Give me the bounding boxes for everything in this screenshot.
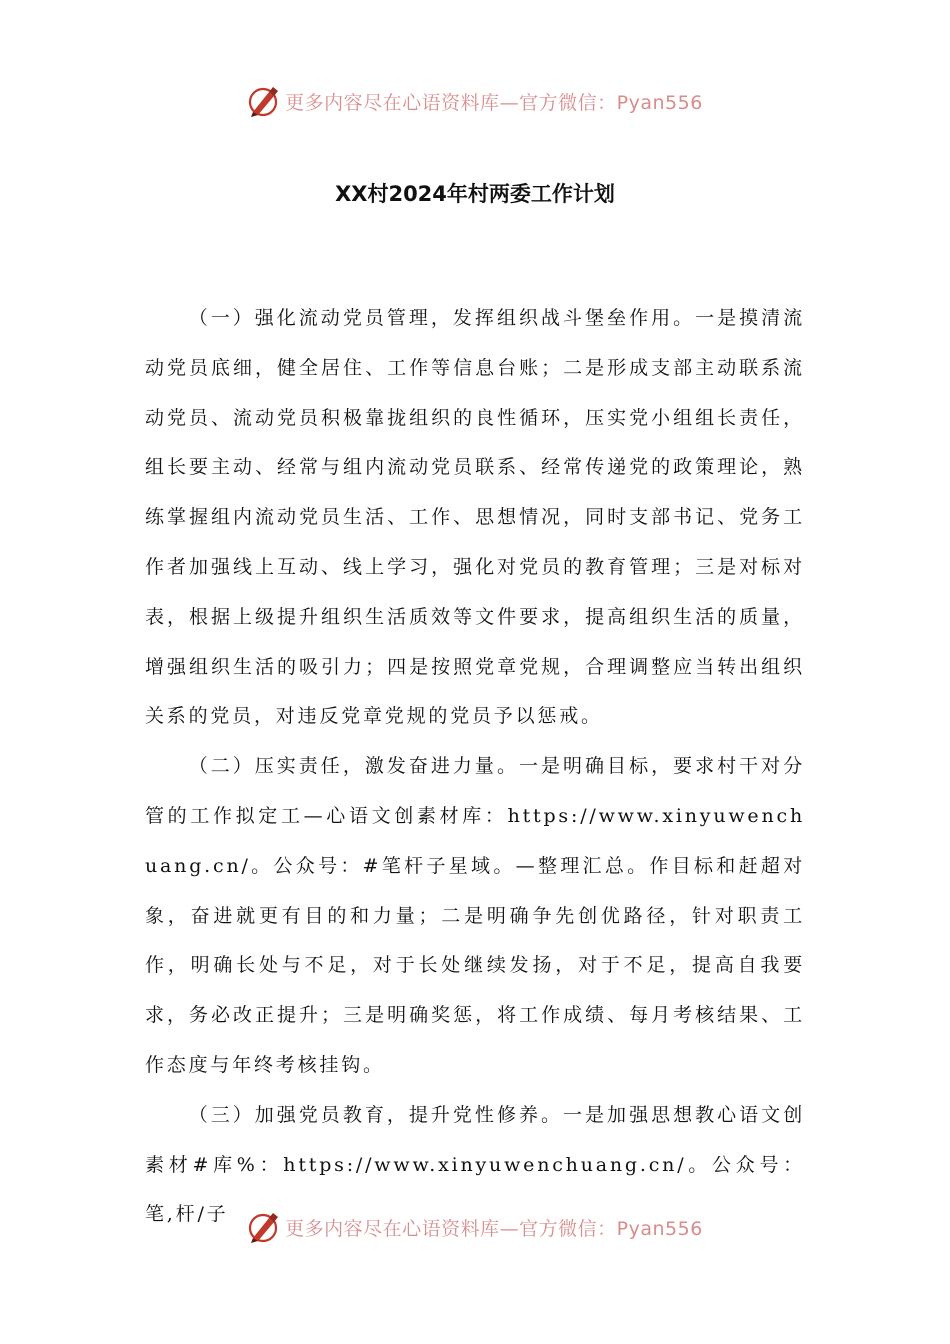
paragraph-3: （三）加强党员教育，提升党性修养。一是加强思想教心语文创素材#库%：https://www.xinyuwenchuang.cn/。公众号：笔,杆/子 (145, 1103, 805, 1226)
header-banner (0, 84, 950, 118)
document-body (145, 294, 805, 1240)
paragraph-1: （一）强化流动党员管理，发挥组织战斗堡垒作用。一是摸清流动党员底细，健全居住、工作等信息台账；二是形成支部主动联系流动党员、流动党员积极靠拢组织的良性循环，压实党小组组长责任，组长要主动、经常与组内流动党员联系、经常传递党的政策理论，熟练掌握组内流动党员生活、工作、思想情况，同时支部书记、党务工作者加强线上互动、线上学习，强化对党员的教育管理；三是对标对表，根据上级提升组织生活质效等文件要求，提高组织生活的质量，增强组织生活的吸引力；四是按照党章党规，合理调整应当转出组织关系的党员，对违反党章党规的党员予以惩戒。 (145, 307, 805, 728)
pen-logo-icon (247, 1210, 281, 1244)
pen-logo-icon (247, 84, 281, 118)
banner-text: 更多内容尽在心语资料库—官方微信：Pyan556 (285, 91, 703, 114)
footer-banner (0, 1210, 950, 1244)
banner-text: 更多内容尽在心语资料库—官方微信：Pyan556 (285, 1217, 703, 1240)
banner-wechat: Pyan556 (616, 1217, 703, 1240)
banner-wechat: Pyan556 (616, 91, 703, 114)
paragraph-2: （二）压实责任，激发奋进力量。一是明确目标，要求村干对分管的工作拟定工—心语文创素材库：https://www.xinyuwenchuang.cn/。公众号：#笔杆子星域。—整理汇总。作目标和赶超对象，奋进就更有目的和力量；二是明确争先创优路径，针对职责工作，明确长处与不足，对于长处继续发扬，对于不足，提高自我要求，务必改正提升；三是明确奖惩，将工作成绩、每月考核结果、工作态度与年终考核挂钩。 (145, 755, 805, 1076)
document-title: XX村2024年村两委工作计划 (335, 182, 615, 206)
